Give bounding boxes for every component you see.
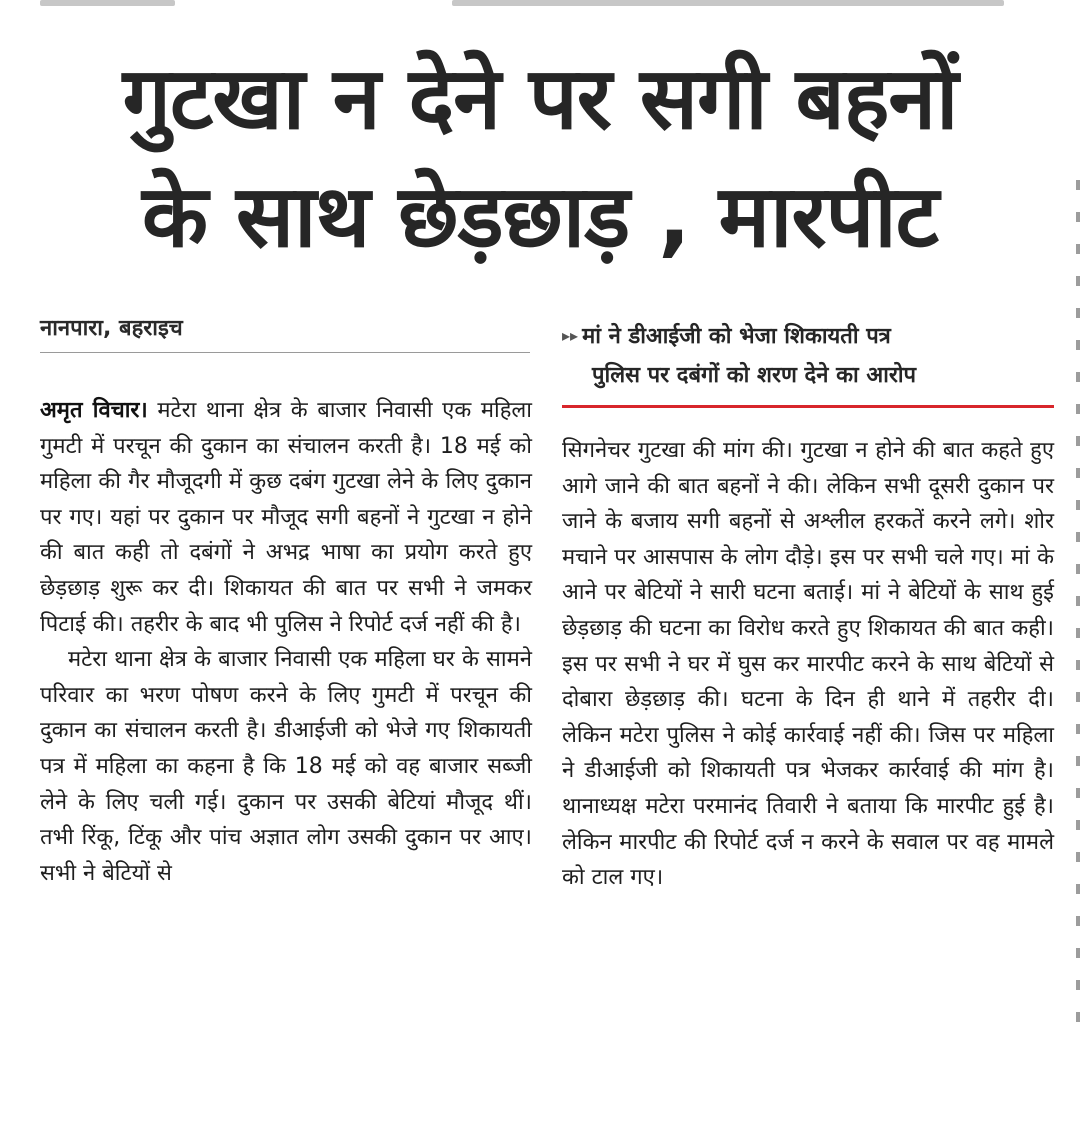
headline-line-1: गुटखा न देने पर सगी बहनों (122, 49, 958, 149)
body-paragraph: सिगनेचर गुटखा की मांग की। गुटखा न होने की बात कहते हुए आगे जाने की बात बहनों ने की। लेकिन सभी दूसरी दुकान पर जाने के बजाय सगी बहनों से अश्लील हरकतें करने लगे। शोर मचाने पर आसपास के लोग दौड़े। इस पर सभी चले गए। मां के आने पर बेटियों ने सारी घटना बताई। मां ने बेटियों के साथ हुई छेड़छाड़ की घटना का विरोध करते हुए शिकायत की बात कही। इस पर सभी ने घर में घुस कर मारपीट करने के साथ बेटियों से दोबारा छेड़छाड़ की। घटना के दिन ही थाने में तहरीर दी। लेकिन मटेरा पुलिस ने कोई कार्रवाई नहीं की। जिस पर महिला ने डीआईजी को शिकायती पत्र भेजकर कार्रवाई की मांग है। थानाध्यक्ष मटेरा परमानंद तिवारी ने बताया कि मारपीट हुई है। लेकिन मारपीट की रिपोर्ट दर्ज न करने के सवाल पर वह मामले को टाल गए। (562, 438, 1054, 891)
body-paragraph: मटेरा थाना क्षेत्र के बाजार निवासी एक महिला घर के सामने परिवार का भरण पोषण करने के लिए गुमटी में परचून की दुकान का संचालन करती है। डीआईजी को भेजे गए शिकायती पत्र में महिला का कहना है कि 18 मई को वह बाजार सब्जी लेने के लिए चली गई। दुकान पर उसकी बेटियां मौजूद थीं। तभी रिंकू, टिंकू और पांच अज्ञात लोग उसकी दुकान पर आए। सभी ने बेटियों से (40, 647, 532, 886)
double-arrow-icon: ▸▸ (562, 326, 579, 345)
article-column-left (40, 393, 532, 891)
subheadline-2: पुलिस पर दबंगों को शरण देने का आरोप (592, 363, 917, 388)
cut-off-previous-text (0, 0, 1080, 14)
headline-line-2: के साथ छेड़छाड़ , मारपीट (141, 167, 939, 267)
lead-paragraph (40, 393, 532, 642)
lead-paragraph-text: मटेरा थाना क्षेत्र के बाजार निवासी एक महिला गुमटी में परचून की दुकान का संचालन करती है। 18 मई को महिला की गैर मौजूदगी में कुछ दबंग गुटखा लेने के लिए दुकान पर गए। यहां पर दुकान पर मौजूद सगी बहनों ने गुटखा न होने की बात कही तो दबंगों ने अभद्र भाषा का प्रयोग करते हुए छेड़छाड़ शुरू कर दी। शिकायत की बात पर सभी ने जमकर पिटाई की। तहरीर के बाद भी पुलिस ने रिपोर्ट दर्ज नहीं की है। (40, 398, 532, 637)
headline (0, 40, 1080, 276)
dateline: नानपारा, बहराइच (40, 316, 183, 341)
cut-off-text-fragment (40, 0, 175, 6)
accent-divider (562, 405, 1054, 408)
subheadline-box (562, 318, 1054, 395)
source-credit: अमृत विचार। (40, 398, 148, 423)
cut-off-text-fragment (452, 0, 1004, 6)
subheadline-1 (562, 318, 1054, 357)
subheadline-1-text: मां ने डीआईजी को भेजा शिकायती पत्र (582, 324, 891, 349)
dateline-divider (40, 352, 530, 353)
article-column-right (562, 433, 1054, 896)
adjacent-column-edge (1074, 180, 1080, 1080)
